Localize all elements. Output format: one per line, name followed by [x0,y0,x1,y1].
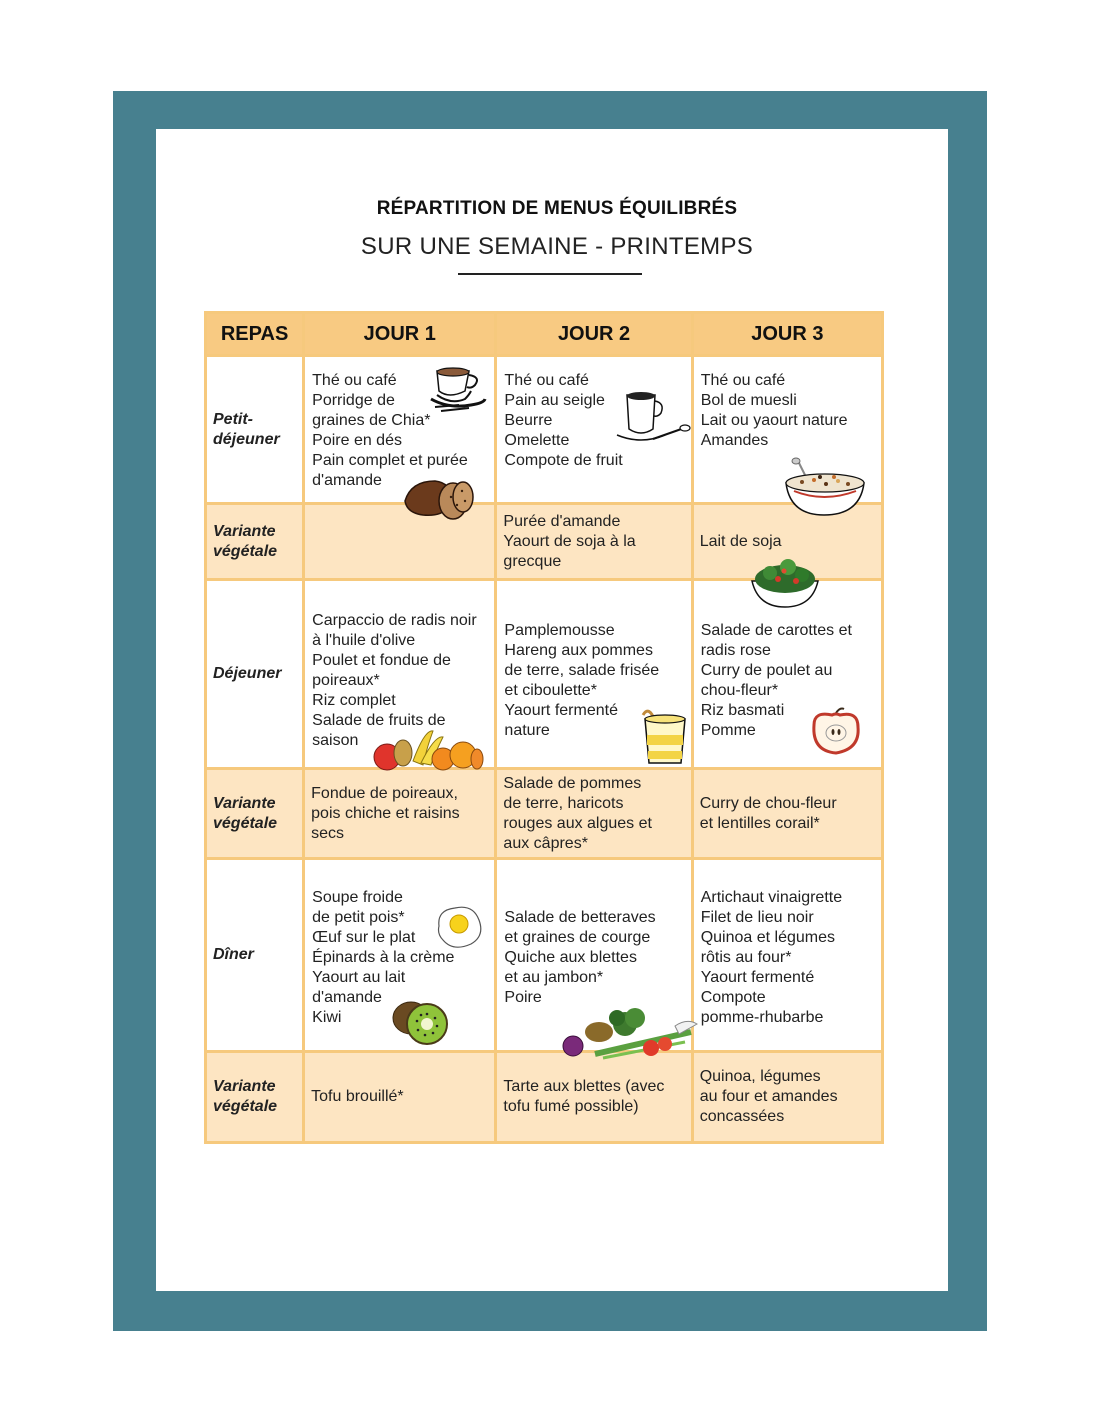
menu-cell-text: Salade de pommes de terre, haricots rouges aux algues et aux câpres* [503,774,652,852]
menu-cell-text: Artichaut vinaigrette Filet de lieu noir Quinoa et légumes rôtis au four* Yaourt fermenté Compote pomme-rhubarbe [700,889,843,1026]
menu-cell-text: Curry de chou-fleur et lentilles corail* [699,794,837,832]
menu-cell-text: Salade de betteraves et graines de courge Quiche aux blettes et au jambon* Poire [504,909,656,1006]
menu-cell [304,769,496,859]
header-repas: REPAS [206,313,304,356]
table-row [206,1052,883,1143]
menu-cell [304,1052,496,1143]
menu-cell [304,859,496,1052]
page-title: RÉPARTITION DE MENUS ÉQUILIBRÉS [376,198,738,219]
menu-cell [496,769,692,859]
menu-cell-text: Carpaccio de radis noir à l'huile d'olive Poulet et fondue de poireaux* Riz complet Salade de fruits de saison [312,612,477,749]
table-row [206,859,883,1052]
header-jour-3: JOUR 3 [692,313,882,356]
menu-cell-text: Soupe froide de petit pois* Œuf sur le plat Épinards à la crème Yaourt au lait d'amande Kiwi [312,889,455,1026]
title-divider [458,273,642,275]
muesli-bowl-icon [782,457,868,521]
menu-cell [304,356,496,504]
table-row [206,769,883,859]
menu-cell [496,356,692,504]
menu-table [204,311,884,1144]
meal-label: Variante végétale [206,769,304,859]
menu-cell-text: Tarte aux blettes (avec tofu fumé possible) [503,1078,665,1115]
menu-cell [692,356,882,504]
header-row [206,313,883,356]
menu-cell-text: Thé ou café Bol de muesli Lait ou yaourt nature Amandes [700,372,848,449]
meal-label: Variante végétale [206,504,304,580]
header-jour-2: JOUR 2 [496,313,692,356]
menu-cell-text: Tofu brouillé* [311,1088,404,1105]
menu-cell-text: Quinoa, légumes au four et amandes concassées [699,1068,838,1125]
menu-cell-text: Salade de carottes et radis rose Curry de poulet au chou-fleur* Riz basmati Pomme [700,622,852,739]
vegetables-icon [555,1004,699,1068]
menu-cell-text: Lait de soja [699,532,782,550]
menu-cell [692,769,882,859]
menu-cell-text: Thé ou café Porridge de graines de Chia* Poire en dés Pain complet et purée d'amande [312,372,468,489]
menu-cell-text: Pamplemousse Hareng aux pommes de terre, salade frisée et ciboulette* Yaourt fermenté nature [504,622,660,739]
menu-cell-text: Purée d'amande Yaourt de soja à la grecque [503,512,636,570]
meal-label: Petit- déjeuner [206,356,304,504]
meal-label: Dîner [206,859,304,1052]
menu-cell [692,859,882,1052]
page-subtitle: SUR UNE SEMAINE - PRINTEMPS [360,233,754,260]
meal-label: Déjeuner [206,580,304,769]
menu-cell [496,859,692,1052]
menu-cell [496,504,692,580]
menu-cell-text: Fondue de poireaux, pois chiche et raisins secs [311,784,460,842]
menu-cell [496,580,692,769]
menu-cell [304,580,496,769]
header-jour-1: JOUR 1 [304,313,496,356]
menu-cell-text: Thé ou café Pain au seigle Beurre Omelette Compote de fruit [504,372,623,469]
menu-cell [692,1052,882,1143]
salad-bowl-icon [748,557,822,613]
table-row [206,356,883,504]
meal-label: Variante végétale [206,1052,304,1143]
